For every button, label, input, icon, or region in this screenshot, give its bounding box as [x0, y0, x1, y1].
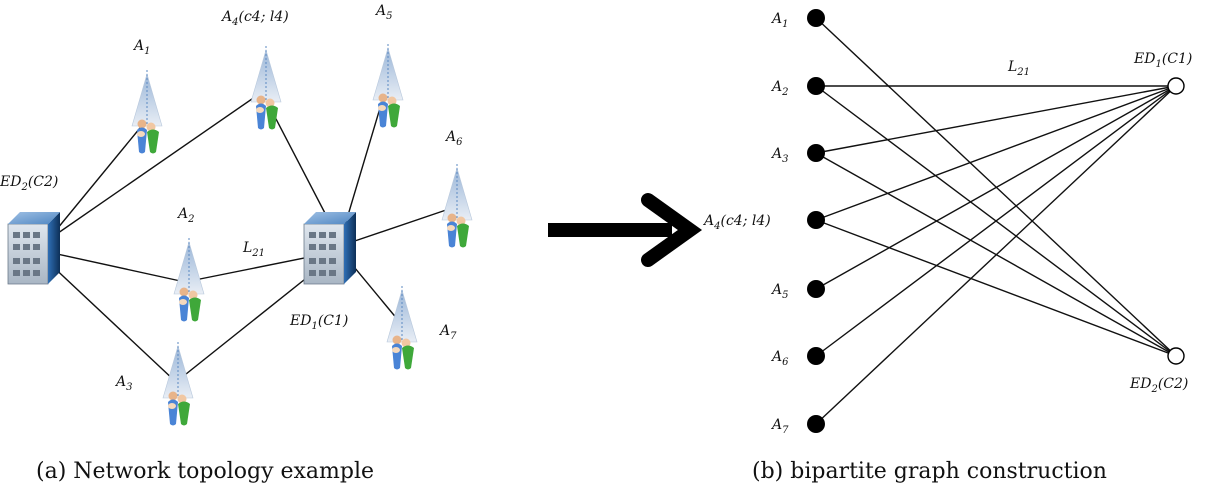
bi-label-ed2: $ED_2(C2)$ [1130, 376, 1189, 395]
bipartite-graph-panel [702, 9, 1192, 484]
right-arrow-icon [548, 200, 690, 260]
bi-node-a3 [807, 144, 825, 162]
a2-user-group-icon [174, 238, 204, 322]
bi-label-a3: $A_3$ [772, 146, 789, 165]
ed1-server-icon [304, 212, 356, 284]
bi-link-l21-label: $L_{21}$ [1008, 59, 1031, 78]
a1-user-group-icon [132, 70, 162, 154]
a3-user-group-icon [163, 342, 193, 426]
a7-label: $A_7$ [440, 323, 457, 342]
bi-node-ed2 [1168, 348, 1184, 364]
bi-node-a5 [807, 280, 825, 298]
bi-label-a6: $A_6$ [772, 349, 789, 368]
ed1-label: $ED_1(C1)$ [290, 313, 349, 332]
a7-user-group-icon [387, 286, 417, 370]
edge-a6-ed1 [340, 208, 452, 246]
network-topology-panel [0, 3, 472, 484]
bi-edge-a4-ed1 [816, 86, 1176, 220]
bi-label-a7: $A_7$ [772, 417, 789, 436]
bi-label-a4: $A_4(c4$; l4) [704, 213, 771, 232]
bi-label-ed1: $ED_1(C1)$ [1134, 51, 1193, 70]
bi-edge-a7-ed1 [816, 86, 1176, 424]
bi-label-a2: $A_2$ [772, 79, 789, 98]
a6-label: $A_6$ [446, 129, 463, 148]
a3-label: $A_3$ [116, 374, 133, 393]
a2-label: $A_2$ [178, 206, 195, 225]
ed2-label: $ED_2(C2)$ [0, 174, 59, 193]
bi-edge-a4-ed2 [816, 220, 1176, 356]
a1-label: $A_1$ [134, 38, 151, 57]
bi-edge-a3-ed1 [816, 86, 1176, 153]
a6-user-group-icon [442, 164, 472, 248]
right-panel-caption: (b) bipartite graph construction [752, 459, 1107, 484]
bi-node-ed1 [1168, 78, 1184, 94]
bi-node-a6 [807, 347, 825, 365]
left-panel-caption: (a) Network topology example [36, 459, 375, 484]
bi-edge-a5-ed1 [816, 86, 1176, 289]
bi-label-a1: $A_1$ [772, 11, 789, 30]
bi-node-a2 [807, 77, 825, 95]
edge-ed2-a3 [48, 262, 176, 382]
a4-user-group-icon [251, 46, 281, 130]
edge-ed2-a2 [48, 252, 185, 282]
ed2-server-icon [8, 212, 60, 284]
bi-node-a4 [807, 211, 825, 229]
bi-label-a5: $A_5$ [772, 282, 789, 301]
bi-node-a7 [807, 415, 825, 433]
edge-ed2-a1 [48, 128, 140, 240]
a4-label: $A_4(c4$; l4) [222, 9, 289, 28]
bi-node-a1 [807, 9, 825, 27]
link-l21-label: $L_{21}$ [243, 240, 266, 259]
a5-label: $A_5$ [376, 3, 393, 22]
bipartite-edges [816, 18, 1176, 424]
